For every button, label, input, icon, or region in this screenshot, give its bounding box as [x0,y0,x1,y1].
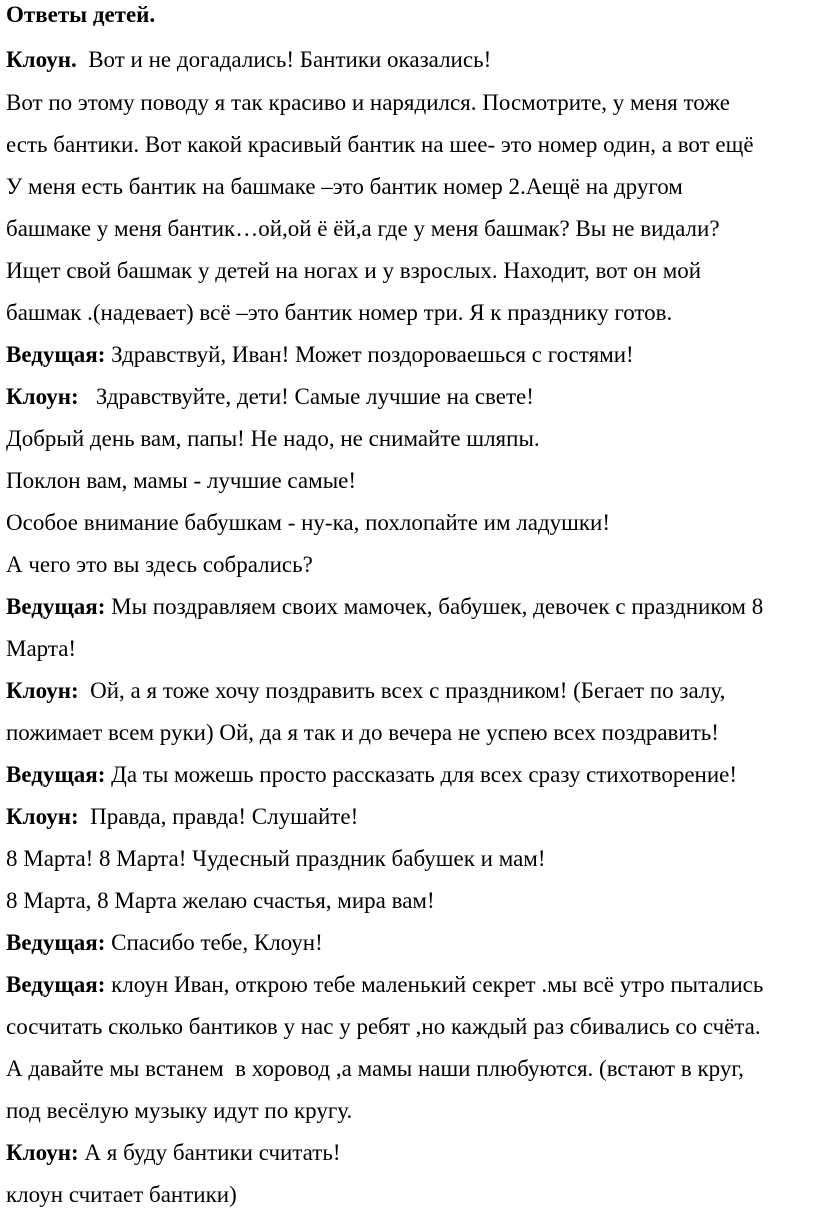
text-line [6,298,810,328]
text-line [6,928,810,958]
speaker-label: Ведущая: [6,762,106,787]
line-text: сосчитать сколько бантиков у нас у ребят ,но каждый раз сбивались со счёта. [6,1014,761,1039]
line-text: Добрый день вам, папы! Не надо, не снимайте шляпы. [6,426,540,451]
line-text: клоун Иван, открою тебе маленький секрет .мы всё утро пытались [105,972,764,997]
line-text: Ой, а я тоже хочу поздравить всех с праздником! (Бегает по залу, [78,678,726,703]
line-text: Марта! [6,636,77,661]
text-line [6,0,810,30]
text-line [6,634,810,664]
speaker-label: Клоун: [6,804,79,829]
speaker-label: Клоун: [6,384,79,409]
speaker-label: Ведущая: [6,972,106,997]
line-text: Здравствуй, Иван! Может поздороваешься с гостями! [105,342,634,367]
text-line [6,1054,810,1084]
line-text: А я буду бантики считать! [78,1140,341,1165]
line-text: А давайте мы встанем в хоровод ,а мамы наши плюбуются. (встают в круг, [6,1056,744,1081]
line-text: Спасибо тебе, Клоун! [105,930,323,955]
speaker-label: Клоун. [6,47,77,72]
line-text: клоун считает бантики) [6,1182,237,1207]
speaker-label: Ведущая: [6,342,106,367]
text-line [6,802,810,832]
text-line [6,1180,810,1210]
line-text: У меня есть бантик на башмаке –это бантик номер 2.Аещё на другом [6,174,683,199]
speaker-label: Клоун: [6,678,79,703]
text-line [6,508,810,538]
text-line [6,256,810,286]
text-line [6,592,810,622]
line-text: под весёлую музыку идут по кругу. [6,1098,353,1123]
line-text: А чего это вы здесь собрались? [6,552,313,577]
line-text: Да ты можешь просто рассказать для всех сразу стихотворение! [105,762,738,787]
text-line [6,676,810,706]
line-text: пожимает всем руки) Ой, да я так и до вечера не успею всех поздравить! [6,720,719,745]
line-text: 8 Марта! 8 Марта! Чудесный праздник бабушек и мам! [6,846,546,871]
text-line [6,466,810,496]
line-text: есть бантики. Вот какой красивый бантик на шее- это номер один, а вот ещё [6,132,754,157]
text-line [6,886,810,916]
line-text: Вот и не догадались! Бантики оказались! [76,47,492,72]
line-text: Мы поздравляем своих мамочек, бабушек, девочек с праздником 8 [105,594,764,619]
text-line [6,340,810,370]
line-text: Вот по этому поводу я так красиво и нарядился. Посмотрите, у меня тоже [6,90,730,115]
speaker-label: Ведущая: [6,930,106,955]
text-line [6,45,810,75]
text-line [6,844,810,874]
text-line [6,550,810,580]
line-text: Правда, правда! Слушайте! [78,804,359,829]
text-line [6,424,810,454]
text-line [6,88,810,118]
speaker-label: Ответы детей. [6,2,156,27]
speaker-label: Ведущая: [6,594,106,619]
line-text: Ищет свой башмак у детей на ногах и у взрослых. Находит, вот он мой [6,258,702,283]
line-text: башмак .(надевает) всё –это бантик номер три. Я к празднику готов. [6,300,673,325]
text-line [6,760,810,790]
text-line [6,1012,810,1042]
line-text: башмаке у меня бантик…ой,ой ё ёй,а где у меня башмак? Вы не видали? [6,216,720,241]
text-line [6,130,810,160]
text-line [6,1096,810,1126]
line-text: 8 Марта, 8 Марта желаю счастья, мира вам! [6,888,435,913]
text-line [6,214,810,244]
line-text: Здравствуйте, дети! Самые лучшие на свете! [78,384,534,409]
speaker-label: Клоун: [6,1140,79,1165]
text-line [6,172,810,202]
text-line [6,718,810,748]
text-line [6,970,810,1000]
line-text: Поклон вам, мамы - лучшие самые! [6,468,357,493]
text-line [6,382,810,412]
text-line [6,1138,810,1168]
line-text: Особое внимание бабушкам - ну-ка, похлопайте им ладушки! [6,510,611,535]
